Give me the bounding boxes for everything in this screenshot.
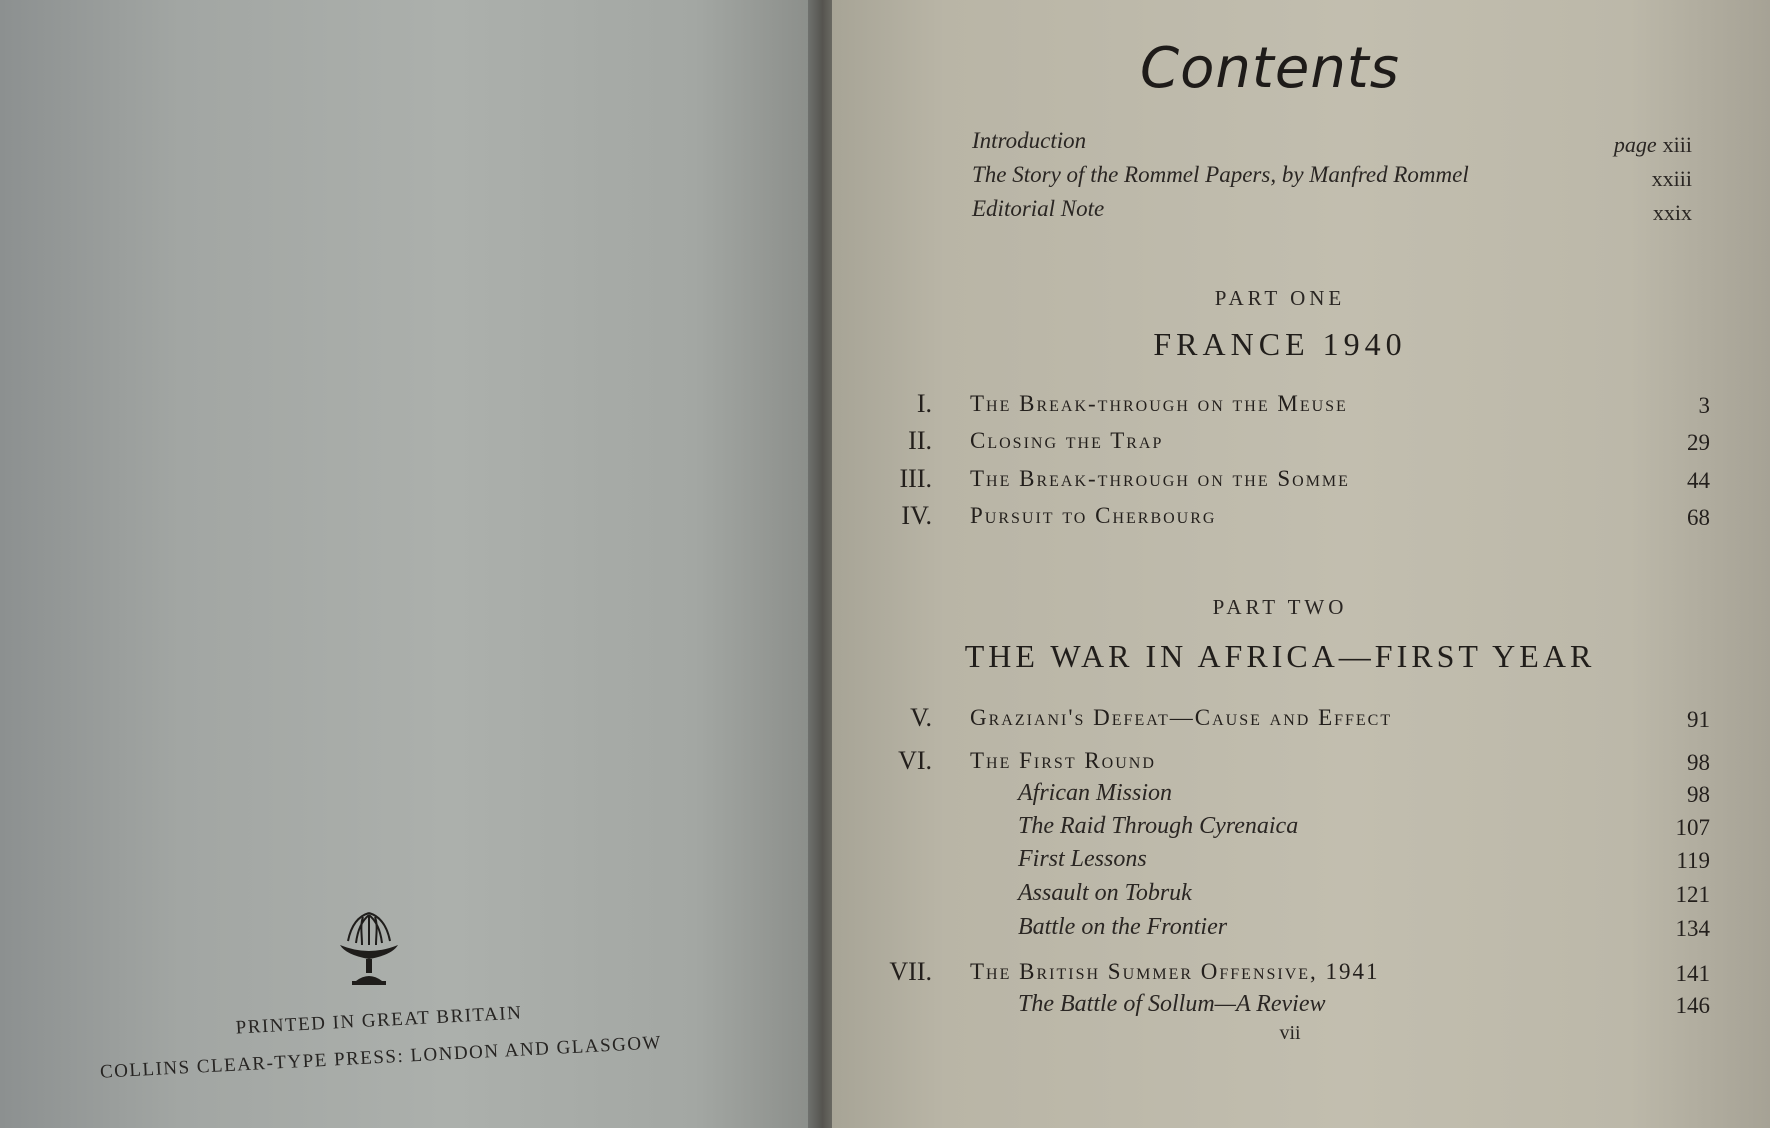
chapter-row bbox=[870, 426, 1710, 460]
chapter-row bbox=[870, 703, 1710, 737]
chapter-page: 91 bbox=[1687, 707, 1710, 732]
chapter-title: The Break-through on the Somme bbox=[970, 466, 1350, 491]
front-matter-row bbox=[972, 196, 1692, 230]
chapter-number: I. bbox=[916, 389, 932, 418]
page-folio: vii bbox=[1279, 1022, 1301, 1044]
section-row bbox=[1018, 780, 1710, 812]
section-page: 134 bbox=[1675, 916, 1710, 941]
section-page: 119 bbox=[1676, 848, 1710, 873]
front-matter-page: xxix bbox=[1652, 200, 1692, 225]
contents-heading: Contents bbox=[1140, 36, 1400, 101]
section-row bbox=[1018, 914, 1710, 946]
part-one-title: FRANCE 1940 bbox=[1153, 326, 1407, 362]
colophon-line-2: COLLINS CLEAR-TYPE PRESS: LONDON AND GLASGOW bbox=[99, 1032, 663, 1083]
section-row bbox=[1018, 846, 1710, 878]
front-matter-title: Introduction bbox=[972, 128, 1087, 153]
chapter-page: 68 bbox=[1687, 505, 1710, 530]
left-page bbox=[0, 0, 818, 1128]
chapter-title: Closing the Trap bbox=[970, 428, 1164, 453]
section-page: 107 bbox=[1675, 815, 1710, 840]
front-matter-title: Editorial Note bbox=[972, 196, 1105, 221]
section-page: 146 bbox=[1675, 993, 1710, 1018]
section-title: The Raid Through Cyrenaica bbox=[1018, 813, 1299, 839]
chapter-page: 44 bbox=[1687, 468, 1710, 493]
front-matter-page bbox=[1614, 132, 1692, 158]
section-title: Assault on Tobruk bbox=[1018, 880, 1192, 906]
front-matter-title: The Story of the Rommel Papers, by Manfred Rommel bbox=[972, 162, 1469, 187]
section-title: African Mission bbox=[1018, 780, 1172, 806]
chapter-title: Graziani's Defeat—Cause and Effect bbox=[970, 705, 1393, 730]
chapter-page: 98 bbox=[1687, 750, 1710, 775]
chapter-row bbox=[870, 389, 1710, 423]
colophon bbox=[29, 984, 732, 1095]
chapter-title: The British Summer Offensive, 1941 bbox=[970, 959, 1380, 984]
chapter-page: 141 bbox=[1675, 961, 1710, 986]
chapter-number: VI. bbox=[898, 746, 932, 775]
section-page: 98 bbox=[1687, 782, 1710, 807]
part-two-title: THE WAR IN AFRICA—FIRST YEAR bbox=[964, 638, 1596, 674]
section-title: Battle on the Frontier bbox=[1018, 914, 1228, 940]
front-matter-row bbox=[972, 128, 1692, 162]
front-matter-row bbox=[972, 162, 1692, 196]
part-two-label: PART TWO bbox=[1212, 595, 1348, 619]
section-title: First Lessons bbox=[1018, 846, 1147, 872]
chapter-page: 3 bbox=[1698, 393, 1710, 418]
chapter-title: Pursuit to Cherbourg bbox=[970, 503, 1217, 528]
chapter-number: V. bbox=[910, 703, 932, 732]
chapter-number: II. bbox=[908, 426, 932, 455]
chapter-row bbox=[870, 501, 1710, 535]
chapter-title: The Break-through on the Meuse bbox=[970, 391, 1348, 416]
colophon-line-1: PRINTED IN GREAT BRITAIN bbox=[235, 1002, 523, 1039]
chapter-row bbox=[870, 746, 1710, 780]
part-one-label: PART ONE bbox=[1214, 286, 1346, 310]
section-title: The Battle of Sollum—A Review bbox=[1018, 991, 1326, 1017]
page-number: xiii bbox=[1662, 132, 1692, 157]
chapter-number: III. bbox=[899, 464, 932, 493]
page-word: page bbox=[1613, 132, 1657, 157]
section-row bbox=[1018, 991, 1710, 1023]
front-matter-page: xxiii bbox=[1651, 166, 1692, 191]
section-page: 121 bbox=[1675, 882, 1710, 907]
section-row bbox=[1018, 813, 1710, 845]
section-row bbox=[1018, 880, 1710, 912]
fountain-icon bbox=[332, 905, 406, 991]
chapter-number: VII. bbox=[889, 957, 932, 986]
chapter-page: 29 bbox=[1687, 430, 1710, 455]
chapter-number: IV. bbox=[901, 501, 932, 530]
chapter-row bbox=[870, 957, 1710, 991]
chapter-row bbox=[870, 464, 1710, 498]
chapter-title: The First Round bbox=[970, 748, 1156, 773]
